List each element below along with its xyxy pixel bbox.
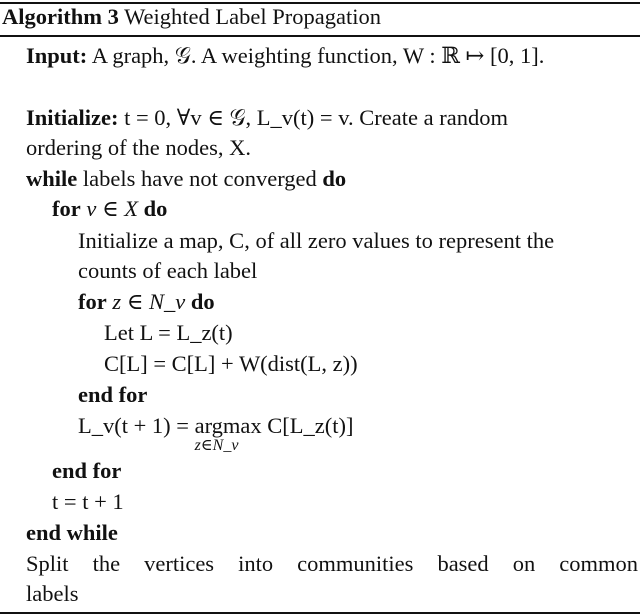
end-for-keyword: end for [52,458,122,483]
argmax-operator [194,411,262,454]
argmax-keyword: argmax [194,413,262,438]
for-v-expression: v ∈ X [86,196,138,221]
argmax-subscript: z∈N_v [194,437,239,454]
do-keyword: do [143,196,168,221]
split-text: Split the vertices into communities based on common [26,551,638,576]
let-text: Let L = L_z(t) [104,320,233,345]
for-keyword: for [78,289,107,314]
algorithm-caption [2,2,381,32]
bottom-rule [0,612,640,614]
for-z-expression: z ∈ N_v [112,289,186,314]
caption-rule [0,35,640,37]
initialize-line-2 [26,133,251,163]
end-for-inner-line [78,380,147,410]
let-line [104,318,233,348]
initialize-keyword: Initialize: [26,105,119,130]
end-while-line [26,518,118,548]
caption-label: Algorithm 3 [2,4,119,29]
t-update-line [52,487,124,517]
init-map-text: Initialize a map, C, of all zero values to represent the [78,228,555,253]
input-keyword: Input: [26,43,88,68]
t-update-text: t = t + 1 [52,489,124,514]
for-keyword: for [52,196,81,221]
end-while-keyword: end while [26,520,118,545]
input-text: A graph, 𝒢. A weighting function, W : ℝ ↦ [0, 1]. [91,43,545,68]
end-for-keyword: end for [78,382,148,407]
initialize-text: t = 0, ∀v ∈ 𝒢, L_v(t) = v. Create a random [124,105,508,130]
split-line-2 [26,579,78,609]
init-map-line [78,226,554,256]
assign-lhs: L_v(t + 1) = [78,413,189,438]
while-keyword: while [26,166,78,191]
init-map-text-2: counts of each label [78,258,258,283]
end-for-outer-line [52,456,121,486]
while-line [26,164,346,194]
assign-rhs: C[L_z(t)] [267,413,354,438]
initialize-line [26,103,638,133]
input-line [26,41,544,71]
initialize-text-2: ordering of the nodes, X. [26,135,251,160]
do-keyword: do [322,166,347,191]
update-text: C[L] = C[L] + W(dist(L, z)) [104,351,358,376]
caption-title: Weighted Label Propagation [124,4,381,29]
while-condition: labels have not converged [82,166,317,191]
update-line [104,349,358,379]
do-keyword: do [190,289,215,314]
for-v-line [52,194,167,224]
split-line [26,549,638,579]
assign-line [78,411,354,454]
for-z-line [78,287,215,317]
split-text-2: labels [26,581,79,606]
init-map-line-2 [78,256,257,286]
